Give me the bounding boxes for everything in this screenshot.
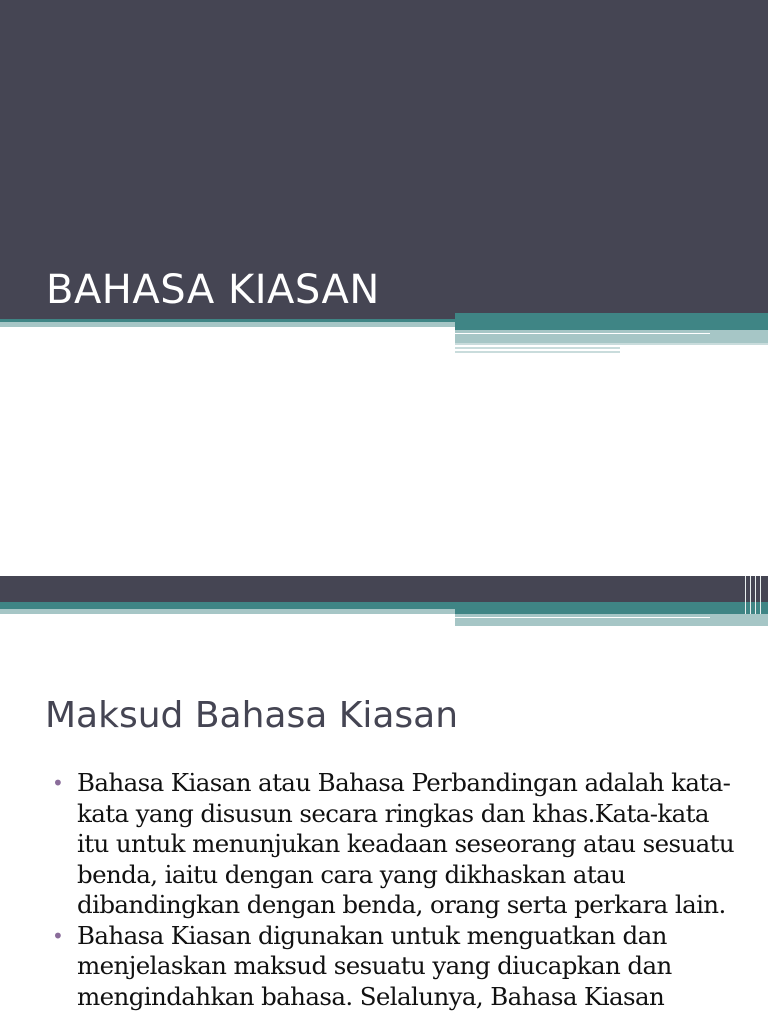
title-slide-right-teal-stripe bbox=[455, 313, 768, 330]
title-slide-thin-line-1 bbox=[455, 333, 710, 334]
bullet-text: Bahasa Kiasan digunakan untuk menguatkan dan menjelaskan maksud sesuatu yang diucapkan dan mengindahkan bahasa. Selalunya, Bahasa Kiasan bbox=[77, 920, 672, 1011]
content-slide-edge-line-4 bbox=[760, 576, 761, 614]
content-slide-edge-line-3 bbox=[755, 576, 756, 614]
bullet-marker: • bbox=[52, 923, 64, 948]
title-slide-thin-line-3 bbox=[455, 347, 620, 349]
bullet-text: Bahasa Kiasan atau Bahasa Perbandingan adalah kata-kata yang disusun secara ringkas dan khas.Kata-kata itu untuk menunjukan keadaan seseorang atau sesuatu benda, iaitu dengan cara yang dikhaskan atau dibandingkan dengan benda, orang serta perkara lain. bbox=[77, 768, 735, 919]
content-slide-teal-stripe bbox=[0, 602, 455, 609]
content-heading: Maksud Bahasa Kiasan bbox=[45, 695, 459, 736]
content-slide-light-stripe bbox=[0, 609, 455, 614]
content-slide-thin-line-1 bbox=[455, 617, 710, 618]
content-slide-right-teal-stripe bbox=[455, 602, 768, 614]
bullet-item bbox=[52, 768, 742, 921]
content-slide bbox=[0, 576, 768, 1024]
content-slide-right-light-stripe bbox=[455, 614, 768, 626]
title-slide-right-light-stripe bbox=[455, 330, 768, 343]
content-slide-edge-line-1 bbox=[745, 576, 746, 614]
title-slide-thin-line-4 bbox=[455, 351, 620, 353]
bullet-list bbox=[52, 768, 742, 1012]
title-slide-thin-line-2 bbox=[455, 343, 768, 345]
bullet-marker: • bbox=[52, 771, 64, 795]
slide-title: BAHASA KIASAN bbox=[46, 267, 380, 313]
content-slide-header-band bbox=[0, 576, 768, 602]
content-slide-edge-line-2 bbox=[750, 576, 751, 614]
title-slide-light-stripe bbox=[0, 322, 455, 327]
bullet-item bbox=[52, 921, 742, 1013]
